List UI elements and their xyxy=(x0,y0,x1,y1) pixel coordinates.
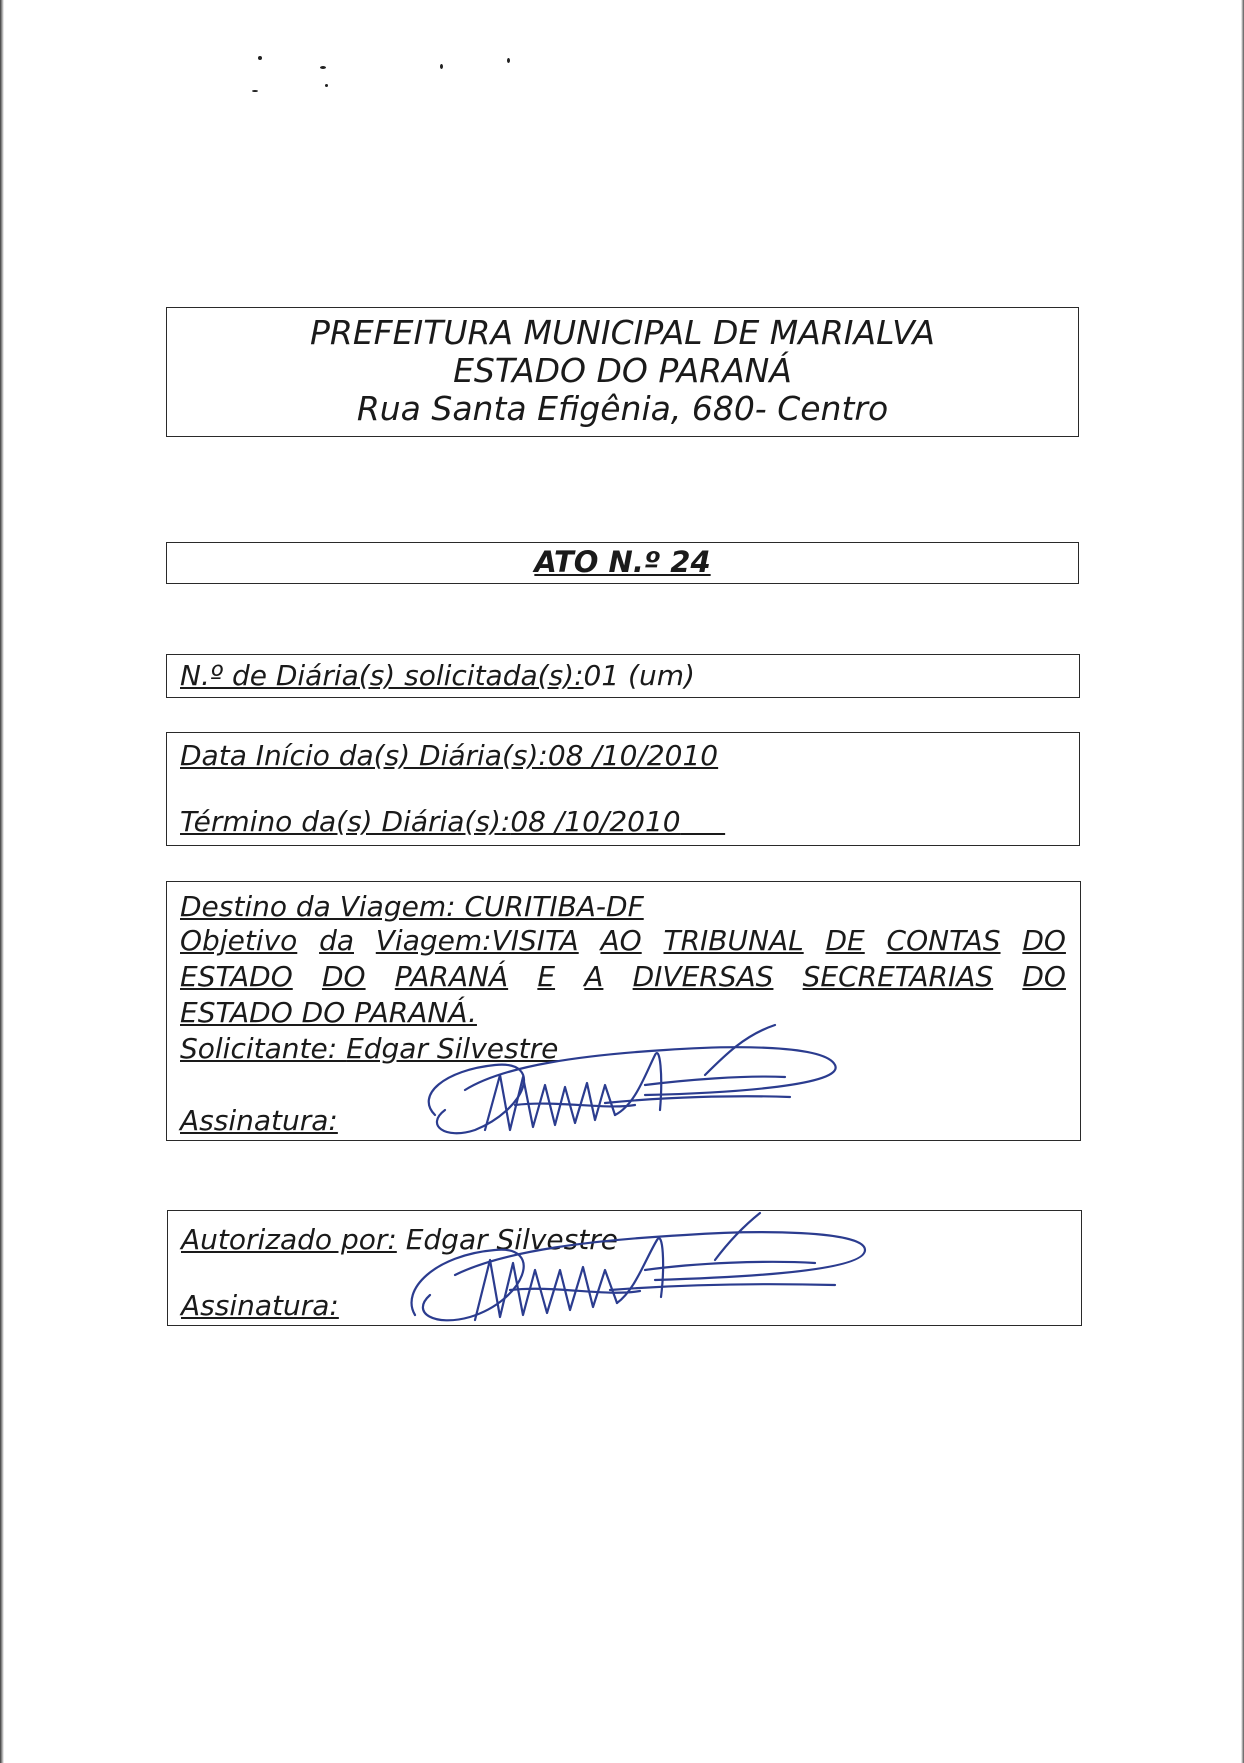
header-municipality: PREFEITURA MUNICIPAL DE MARIALVA xyxy=(309,313,935,352)
autorizado-label: Autorizado por: xyxy=(181,1223,397,1256)
ato-box xyxy=(166,542,1079,584)
destino-label: Destino da Viagem: xyxy=(180,890,465,923)
data-termino-label: Término da(s) Diária(s): xyxy=(180,805,511,838)
scan-speck xyxy=(252,90,258,92)
assinatura-autorizacao-label: Assinatura: xyxy=(181,1289,339,1322)
objetivo-word: Objetivo xyxy=(180,924,298,957)
signature-solicitante xyxy=(405,1015,845,1155)
destino-value: CURITIBA-DF xyxy=(464,890,644,923)
objetivo-word: SECRETARIAS xyxy=(802,960,994,993)
scan-speck xyxy=(507,58,510,63)
objetivo-word: Viagem:VISITA xyxy=(375,924,579,957)
objetivo-word: ESTADO xyxy=(180,960,293,993)
objetivo-word: TRIBUNAL xyxy=(663,924,804,957)
objetivo-line-1 xyxy=(180,924,1066,957)
scan-speck xyxy=(320,66,326,69)
data-inicio-field xyxy=(180,739,718,772)
scan-speck xyxy=(440,64,443,69)
destino-field xyxy=(180,890,644,923)
data-termino-field xyxy=(180,805,725,838)
objetivo-word: da xyxy=(319,924,354,957)
objetivo-word: E xyxy=(537,960,556,993)
objetivo-word: PARANÁ xyxy=(394,960,509,993)
objetivo-word: DO xyxy=(1022,960,1066,993)
objetivo-line-3: ESTADO DO PARANÁ. xyxy=(180,996,477,1029)
diarias-value: 01 (um) xyxy=(583,659,695,692)
solicitante-label: Solicitante: xyxy=(180,1032,347,1065)
header-address: Rua Santa Efigênia, 680- Centro xyxy=(356,389,889,428)
data-inicio-value: 08 /10/2010 xyxy=(547,739,719,772)
header-box xyxy=(166,307,1079,437)
objetivo-word: A xyxy=(584,960,604,993)
scan-edge-left xyxy=(0,0,4,1763)
data-inicio-label: Data Início da(s) Diária(s): xyxy=(180,739,548,772)
diarias-label: N.º de Diária(s) solicitada(s): xyxy=(180,659,584,692)
data-termino-value: 08 /10/2010 xyxy=(510,805,681,838)
datas-box xyxy=(166,732,1080,846)
ato-title: ATO N.º 24 xyxy=(534,545,711,579)
underline-filler xyxy=(681,805,726,838)
scan-speck xyxy=(325,84,328,87)
scan-speck xyxy=(258,56,262,60)
objetivo-word: AO xyxy=(600,924,642,957)
objetivo-word: DO xyxy=(321,960,366,993)
assinatura-solicitante-label: Assinatura: xyxy=(180,1104,338,1137)
objetivo-word: DE xyxy=(825,924,865,957)
objetivo-word: CONTAS xyxy=(886,924,1001,957)
objetivo-word: DIVERSAS xyxy=(632,960,774,993)
autorizado-value: Edgar Silvestre xyxy=(396,1223,618,1256)
objetivo-word: DO xyxy=(1022,924,1066,957)
signature-autorizacao xyxy=(395,1205,875,1330)
diarias-box xyxy=(166,654,1080,698)
diarias-field xyxy=(180,659,695,692)
header-state: ESTADO DO PARANÁ xyxy=(453,351,792,390)
objetivo-line-2 xyxy=(180,960,1066,993)
solicitante-value: Edgar Silvestre xyxy=(346,1032,559,1065)
